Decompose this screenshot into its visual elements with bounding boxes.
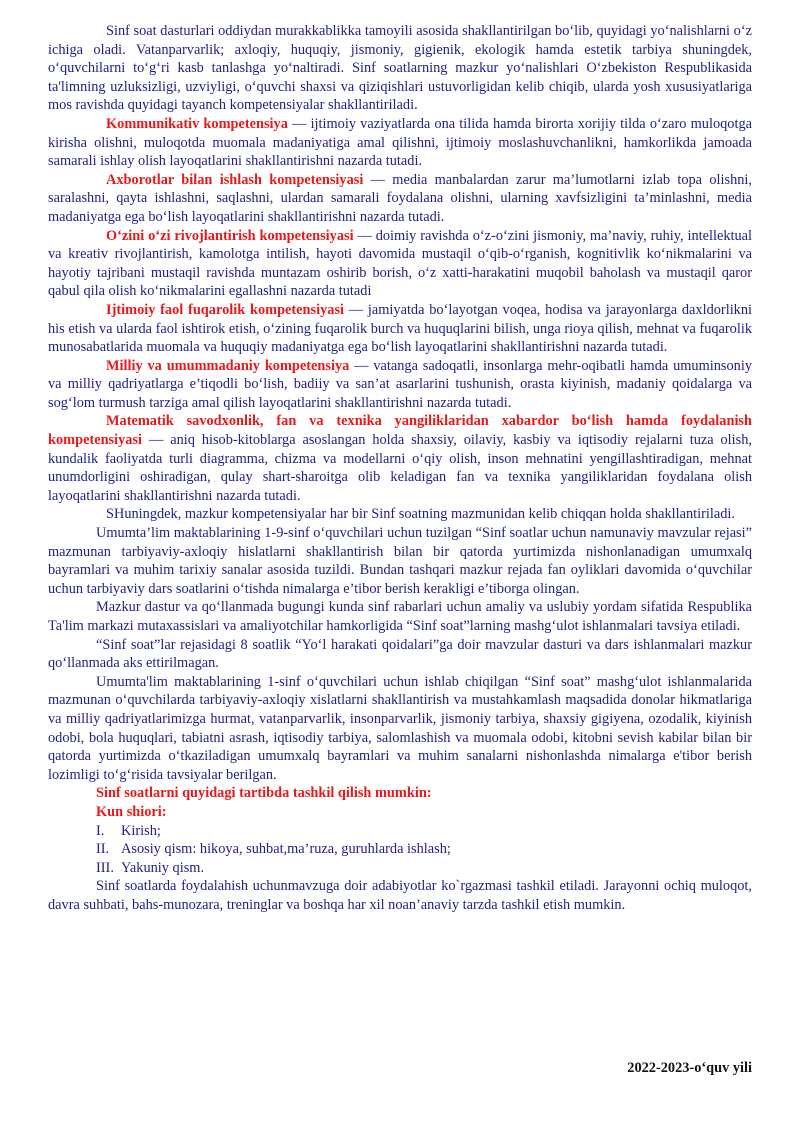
cultural-competence-text: — vatanga sadoqatli, insonlarga mehr-oqibatli hamda umuminsoniy va milliy qadriyatlarga e’tiqodli bo‘lish, badiiy va san’at asarlarini tushunish, orasta kiyinish, madaniy qoidalarga va sog‘lom turmush tarziga amal qilish layoqatlarini shakllantirishni nazarda tutadi. [48, 357, 753, 411]
math-literacy-paragraph [48, 412, 752, 505]
civic-competence-text: — jamiyatda bo‘layotgan voqea, hodisa va jarayonlarga daxldorlikni his etish va ularda faol ishtirok etish, o‘zining fuqarolik burch va huquqlarini bilish, unga rioya qilish, mehnat va fuqarolik munosabatlarida muomala va huquqiy madaniyatga ega bo‘lish layoqatlarini shakllantirishni nazarda tutadi. [48, 301, 753, 356]
communicative-competence-paragraph [48, 115, 752, 171]
academic-year-footer: 2022-2023-o‘quv yili [627, 1060, 752, 1076]
information-competence-term: Axborotlar bilan ishlash kompetensiyasi [106, 171, 364, 188]
self-development-term: O‘zini o‘zi rivojlantirish kompetensiyasi [106, 227, 354, 244]
competence-summary-paragraph: SHuningdek, mazkur kompetensiyalar har bir Sinf soatning mazmunidan kelib chiqqan holda shakllantiriladi. [106, 506, 735, 523]
information-competence-paragraph [48, 171, 752, 227]
civic-competence-term: Ijtimoiy faol fuqarolik kompetensiyasi [106, 301, 345, 318]
list-item [48, 859, 752, 878]
curriculum-paragraph: Umumta’lim maktablarining 1-9-sinf o‘quvchilari uchun tuzilgan “Sinf soatlar uchun namunaviy mavzular rejasi” mazmunan tarbiyaviy-axloqiy hislatlarni shakllantirish bilan bir qatorda yurtimizda nishonlanadigan umumxalq bayramlari va muhim tarixiy sanalar asosida tuzildi. Bundan tashqari mazkur rejada fan oyliklari davomida o‘quvchilar uchun tarbiyaviy dars soatlarini o‘tishda nimalarga e’tibor berish kerakligi e’tiborga olingan. [48, 525, 752, 597]
list-item-text: Yakuniy qism. [121, 859, 205, 876]
organization-heading: Sinf soatlarni quyidagi tartibda tashkil qilish mumkin: [96, 785, 432, 802]
math-literacy-term: Matematik savodxonlik, fan va texnika yangiliklaridan xabardor bo‘lish hamda foydalanish kompetensiyasi [48, 413, 752, 449]
communicative-competence-term: Kommunikativ kompetensiya [106, 115, 288, 132]
list-item-number: I. [96, 822, 105, 839]
traffic-rules-paragraph: “Sinf soat”lar rejasidagi 8 soatlik “Yo‘l harakati qoidalari”ga doir mavzular dasturi va dars ishlanmalari mazkur qo‘llanmada aks ettirilmagan. [48, 636, 752, 672]
document-page [48, 22, 752, 915]
communicative-competence-text: — ijtimoiy vaziyatlarda ona tilida hamda birorta xorijiy tilda o‘zaro muloqotga kirisha olishni, muloqotda muomala madaniyatiga amal qilishni, ijtimoiy moslashuvchanlikni, hamkorlikda jamoada samarali ishlay olish layoqatlarini shakllantirishni nazarda tutadi. [48, 115, 752, 170]
self-development-text: — doimiy ravishda o‘z-o‘zini jismoniy, ma’naviy, ruhiy, intellektual va kreativ rivojlantirish, kamolotga intilish, hayoti davomida mustaqil o‘qib-o‘rganish, kognitivlik ko‘nikmalarini va hayotiy tajribani mustaqil ravishda muntazam oshirib borish, o‘z xatti-harakatini muqobil baholash va mustaqil qaror qabul qila olish ko‘nikmalarini egallashni nazarda tutadi [48, 227, 752, 300]
list-item-text: Kirish; [121, 822, 161, 839]
civic-competence-paragraph [48, 301, 752, 357]
motto-heading: Kun shiori: [96, 803, 167, 820]
intro-paragraph: Sinf soat dasturlari oddiydan murakkablikka tamoyili asosida shakllantirilgan bo‘lib, quyidagi yo‘nalishlarni o‘z ichiga oladi. Vatanparvarlik; axloqiy, huquqiy, jismoniy, gigienik, ekologik hamda estetik tarbiya shuningdek, o‘quvchilarni to‘g‘ri kasb tanlashga yo‘naltiradi. Sinf soatlarning mazkur yo‘nalishlari O‘zbekiston Respublikasida ta'limning uzluksizligi, uzviyligi, o‘quvchi shaxsi va qiziqishlari ustuvorligidan kelib chiqib, ularda yosh xususiyatlariga mos ravishda quyidagi tayanch kompetensiyalar shakllantiriladi. [48, 23, 752, 114]
cultural-competence-term: Milliy va umummadaniy kompetensiya [106, 357, 350, 374]
information-competence-text: — media manbalardan zarur ma’lumotlarni izlab topa olishni, saralashni, qayta ishlashni, saqlashni, ulardan samarali foydalana olishni, ularning xavfsizligini ta’minlashni, media madaniyatga ega bo‘lish layoqatlarini shakllantirishni nazarda tutadi. [48, 171, 752, 225]
closing-paragraph: Sinf soatlarda foydalahish uchunmavzuga doir adabiyotlar ko`rgazmasi tashkil etiladi. Jarayonni ochiq muloqot, davra suhbati, bahs-munozara, treninglar va boshqa har xil noan’anaviy tarzda tashkil etish mumkin. [48, 878, 752, 913]
list-item-number: III. [96, 859, 114, 876]
list-item-text: Asosiy qism: hikoya, suhbat,ma’ruza, guruhlarda ishlash; [121, 841, 451, 858]
self-development-paragraph [48, 227, 752, 301]
list-item [48, 822, 752, 841]
manual-paragraph: Mazkur dastur va qo‘llanmada bugungi kunda sinf rabarlari uchun amaliy va uslubiy yordam sifatida Respublika Ta'lim markazi mutaxassislari va amaliyotchilar hamkorligida “Sinf soat”larning mashg‘ulot ishlanmalari tavsiya etiladi. [48, 599, 752, 634]
list-item-number: II. [96, 841, 110, 858]
list-item [48, 840, 752, 859]
cultural-competence-paragraph [48, 357, 752, 413]
math-literacy-text: — aniq hisob-kitoblarga asoslangan holda shaxsiy, oilaviy, kasbiy va iqtisodiy rejalarni tuza olish, kundalik faoliyatda turli diagramma, chizma va modellarni o‘qiy olish, inson mehnatini yengillashtiradigan, mehnat unumdorligini oshiradigan, qulay shart-sharoitga olib keladigan fan va texnika yangiliklaridan foydalana olish layoqatlarini shakllantirishni nazarda tutadi. [48, 432, 752, 504]
first-grade-paragraph: Umumta'lim maktablarining 1-sinf o‘quvchilari uchun ishlab chiqilgan “Sinf soat” mashg‘ulot ishlanmalarida mazmunan o‘quvchilarda tarbiyaviy-axloqiy xislatlarni shakllantirish va mustahkamlash maqsadida donolar hikmatlariga va milliy qadriyatlarimizga hurmat, vatanparvarlik, insonparvarlik, jismoniy tarbiya, shaxsiy gigiyena, ozodalik, kiyinish odobi, bola huquqlari, tabiatni asrash, iqtisodiy tarbiya, salomlashish va muomala odobi, kitobni sevish kabilar bilan bir qatorda yurtimizda o‘tkaziladigan umumxalq bayramlari va muhim sanalarni nishonlashda nimalarga e'tibor berish lozimligi to‘g‘risida tavsiyalar berilgan. [48, 673, 752, 783]
